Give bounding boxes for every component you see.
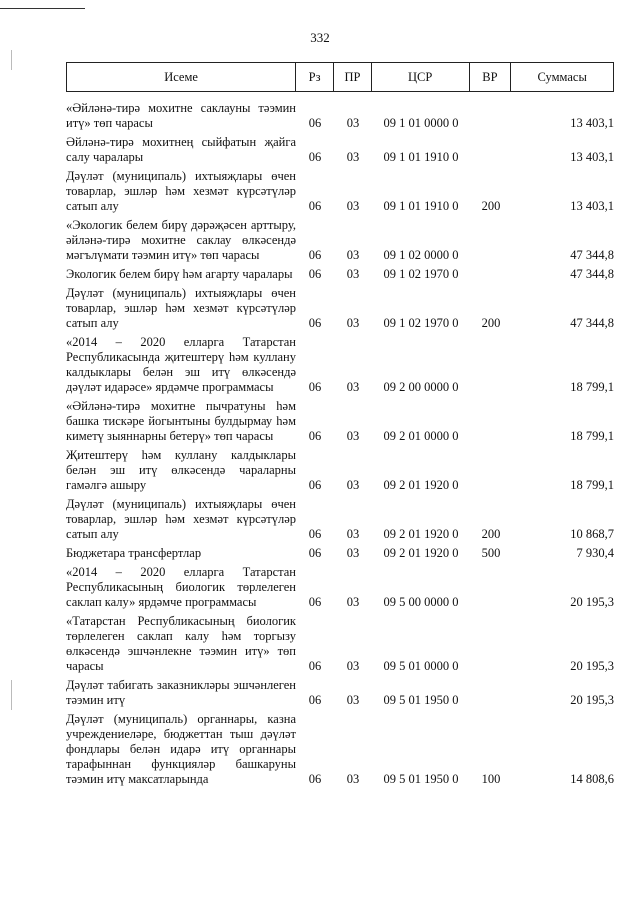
table-row [66, 169, 614, 214]
page-number: 332 [310, 30, 330, 45]
table-header [66, 62, 614, 92]
cell-name: Дәүләт (муниципаль) органнары, казна учреждениеләре, бюджеттан тыш дәүләт фондлары белән идарә итү органнары тарафыннан функцияләр башкаруны тәэмин итү максатларында [66, 712, 296, 786]
cell-rz: 06 [308, 429, 322, 443]
cell-csr: 09 1 02 1970 0 [383, 316, 459, 330]
cell-csr: 09 2 00 0000 0 [383, 380, 459, 394]
cell-rz: 06 [308, 546, 322, 560]
cell-rz: 06 [308, 199, 322, 213]
cell-sum: 14 808,6 [570, 772, 614, 786]
cell-pr: 03 [346, 380, 360, 394]
cell-name: «2014 – 2020 елларга Татарстан Республикасының биологик төрлелеген саклап калу» ярдәмче программасы [66, 565, 296, 609]
cell-sum: 47 344,8 [570, 267, 614, 281]
cell-csr: 09 1 02 1970 0 [383, 267, 459, 281]
cell-rz: 06 [308, 248, 322, 262]
cell-pr: 03 [346, 595, 360, 609]
cell-vr: 200 [481, 199, 501, 213]
cell-name: «Экологик белем бирү дәрәҗәсен арттыру, әйләнә-тирә мохитне саклау өлкәсендә мәгълүмати тәэмин итү» төп чарасы [66, 218, 296, 262]
cell-pr: 03 [346, 116, 360, 130]
cell-rz: 06 [308, 659, 322, 673]
table-row [66, 335, 614, 395]
cell-csr: 09 2 01 1920 0 [383, 527, 459, 541]
cell-csr: 09 5 01 1950 0 [383, 693, 459, 707]
table-row [66, 497, 614, 542]
top-rule [0, 8, 85, 9]
cell-sum: 20 195,3 [570, 595, 614, 609]
cell-sum: 13 403,1 [570, 150, 614, 164]
header-name: Исеме [67, 63, 296, 91]
cell-pr: 03 [346, 478, 360, 492]
cell-name: «Татарстан Республикасының биологик төрлелеген саклап калу һәм торгызу өлкәсендә эшчәнлекне тәэмин итү» төп чарасы [66, 614, 296, 673]
cell-sum: 7 930,4 [576, 546, 614, 560]
cell-csr: 09 1 01 1910 0 [383, 150, 459, 164]
cell-name: Бюджетара трансфертлар [66, 546, 202, 560]
cell-pr: 03 [346, 267, 360, 281]
cell-sum: 20 195,3 [570, 693, 614, 707]
cell-rz: 06 [308, 116, 322, 130]
table-row [66, 135, 614, 165]
cell-pr: 03 [346, 772, 360, 786]
cell-rz: 06 [308, 527, 322, 541]
cell-csr: 09 5 00 0000 0 [383, 595, 459, 609]
scan-margin-mark [11, 50, 12, 70]
cell-vr: 200 [481, 527, 501, 541]
table-row [66, 399, 614, 444]
cell-rz: 06 [308, 595, 322, 609]
cell-pr: 03 [346, 316, 360, 330]
scan-margin-mark [11, 680, 12, 710]
cell-rz: 06 [308, 150, 322, 164]
cell-csr: 09 2 01 1920 0 [383, 546, 459, 560]
cell-rz: 06 [308, 267, 322, 281]
table-row [66, 546, 614, 561]
cell-rz: 06 [308, 380, 322, 394]
cell-vr: 200 [481, 316, 501, 330]
table-row [66, 267, 614, 282]
header-pr: ПР [334, 63, 372, 91]
cell-rz: 06 [308, 316, 322, 330]
cell-vr: 100 [481, 772, 501, 786]
header-sum: Суммасы [537, 69, 587, 84]
cell-rz: 06 [308, 772, 322, 786]
table-row [66, 286, 614, 331]
cell-sum: 18 799,1 [570, 429, 614, 443]
header-rz: Рз [296, 63, 334, 91]
cell-sum: 47 344,8 [570, 316, 614, 330]
cell-name: «Әйләнә-тирә мохитне пычратуны һәм башка тискәре йогынтыны булдырмау һәм киметү зыяннарны бетерү» төп чарасы [66, 399, 296, 443]
cell-pr: 03 [346, 659, 360, 673]
cell-csr: 09 2 01 1920 0 [383, 478, 459, 492]
cell-csr: 09 1 01 1910 0 [383, 199, 459, 213]
table-row [66, 614, 614, 674]
cell-name: Дәүләт (муниципаль) ихтыяҗлары өчен товарлар, эшләр һәм хезмәт күрсәтүләр сатып алу [66, 286, 296, 330]
table-body [66, 101, 614, 791]
table-row [66, 448, 614, 493]
cell-pr: 03 [346, 527, 360, 541]
cell-rz: 06 [308, 693, 322, 707]
cell-pr: 03 [346, 248, 360, 262]
cell-pr: 03 [346, 693, 360, 707]
cell-sum: 18 799,1 [570, 478, 614, 492]
cell-name: Әйләнә-тирә мохитнең сыйфатын җайга салу чаралары [66, 135, 296, 164]
cell-csr: 09 1 02 0000 0 [383, 248, 459, 262]
cell-pr: 03 [346, 429, 360, 443]
cell-name: Дәүләт (муниципаль) ихтыяҗлары өчен товарлар, эшләр һәм хезмәт күрсәтүләр сатып алу [66, 169, 296, 213]
cell-sum: 10 868,7 [570, 527, 614, 541]
table-row [66, 218, 614, 263]
cell-csr: 09 1 01 0000 0 [383, 116, 459, 130]
table-row [66, 678, 614, 708]
cell-pr: 03 [346, 199, 360, 213]
cell-name: Дәүләт табигать заказникләры эшчәнлеген тәэмин итү [66, 678, 296, 707]
table-row [66, 565, 614, 610]
cell-name: Дәүләт (муниципаль) ихтыяҗлары өчен товарлар, эшләр һәм хезмәт күрсәтүләр сатып алу [66, 497, 296, 541]
cell-csr: 09 5 01 0000 0 [383, 659, 459, 673]
cell-pr: 03 [346, 546, 360, 560]
header-vr: ВР [470, 63, 512, 91]
cell-vr: 500 [481, 546, 501, 560]
cell-name: «Әйләнә-тирә мохитне саклауны тәэмин итү» төп чарасы [66, 101, 296, 130]
cell-rz: 06 [308, 478, 322, 492]
cell-sum: 47 344,8 [570, 248, 614, 262]
cell-csr: 09 2 01 0000 0 [383, 429, 459, 443]
table-row [66, 101, 614, 131]
cell-sum: 18 799,1 [570, 380, 614, 394]
cell-csr: 09 5 01 1950 0 [383, 772, 459, 786]
table-row [66, 712, 614, 787]
cell-sum: 13 403,1 [570, 116, 614, 130]
cell-name: «2014 – 2020 елларга Татарстан Республикасында җитештерү һәм куллану калдыклары белән эш итү өлкәсендә дәүләт идарәсе» ярдәмче программасы [66, 335, 296, 394]
cell-sum: 20 195,3 [570, 659, 614, 673]
cell-pr: 03 [346, 150, 360, 164]
cell-sum: 13 403,1 [570, 199, 614, 213]
header-csr: ЦСР [372, 63, 470, 91]
cell-name: Җитештерү һәм куллану калдыклары белән эш итү өлкәсендә чараларны гамәлгә ашыру [66, 448, 296, 492]
cell-name: Экологик белем бирү һәм агарту чаралары [66, 267, 293, 281]
